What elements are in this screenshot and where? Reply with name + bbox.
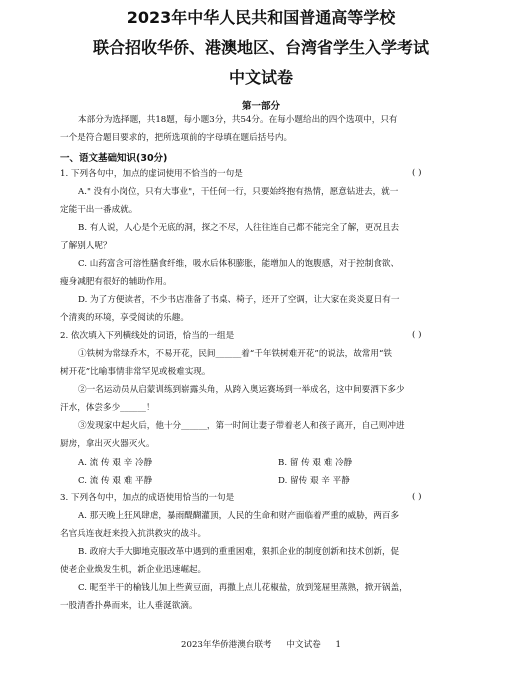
q3-option-a-line2: 名官兵连夜赶来投入抗洪救灾的战斗。 [60,529,207,539]
q1-option-c-line2: 瘦身减肥有很好的辅助作用。 [60,277,172,287]
q1-option-b-line1: B. 有人说，人心是个无底的洞，探之不尽，人往往连自己都不能完全了解，更况且去 [78,223,400,233]
q2-answer-paren: ( ) [412,330,422,340]
q1-option-d-line2: 个清爽的环境，享受阅读的乐趣。 [60,313,189,323]
q2-sentence1-line1: ①铁树为常绿乔木，不易开花，民间______着“千年铁树难开花”的说法，故常用“铁 [78,349,392,359]
q1-stem: 1. 下列各句中，加点的虚词使用不恰当的一句是 [60,169,243,179]
q1-option-d-line1: D. 为了方便读者，不少书店准备了书桌、椅子，还开了空调，让大家在炎炎夏日有一 [78,295,400,305]
q1-option-a-line2: 定能干出一番成就。 [60,205,138,215]
q3-option-c-line2: 一股清香扑鼻而来，让人垂涎欲滴。 [60,601,198,611]
footer-exam-name: 2023年华侨港澳台联考 [181,640,272,650]
part-heading: 第一部分 [241,101,280,112]
q2-sentence3-line1: ③发现家中起火后，他十分______，第一时间让妻子带着老人和孩子离开，自己则冲进 [78,421,405,431]
q2-sentence2-line1: ②一名运动员从启蒙训练到崭露头角，从跨入奥运赛场到一举成名，这中间要洒下多少 [78,385,405,395]
exam-title-line1: 2023年中华人民共和国普通高等学校 [126,8,396,27]
intro-line-1: 本部分为选择题，共18题，每小题3分，共54分。在每小题给出的四个选项中，只有 [78,115,398,125]
page-footer [0,638,522,650]
q2-option-a: A. 流 传 艰 辛 冷静 [78,458,153,468]
q3-stem: 3. 下列各句中，加点的成语使用恰当的一句是 [60,493,235,503]
q3-option-c-line1: C. 昵至半干的榆钱儿加上些黄豆面，再撒上点儿花椒盐，放到笼屉里蒸熟，掀开锅盖， [78,583,408,593]
q3-option-b-line1: B. 政府大手大脚地克服改革中遇到的重重困难，狠抓企业的制度创新和技术创新，促 [78,547,400,557]
section-heading: 一、语文基础知识(30分) [60,153,168,164]
footer-paper-name: 中文试卷 [286,640,321,650]
intro-line-2: 一个是符合题目要求的，把所选项前的字母填在题后括号内。 [60,133,293,143]
q2-sentence3-line2: 厨房，拿出灭火器灭火。 [60,439,155,449]
q2-option-b: B. 留 传 艰 难 冷静 [278,458,353,468]
q3-answer-paren: ( ) [412,492,422,502]
q1-option-b-line2: 了解别人呢？ [60,241,112,251]
q2-sentence2-line2: 汗水，体尝多少______！ [60,403,155,413]
q2-stem: 2. 依次填入下列横线处的词语，恰当的一组是 [60,331,235,341]
q2-sentence1-line2: 树开花”比喻事情非常罕见或极难实现。 [60,367,211,377]
q1-option-a-line1: A." 没有小岗位，只有大事业"，干任何一行，只要始终抱有热情，愿意钻进去，就一 [78,187,399,197]
q1-option-c-line1: C. 山药富含可溶性膳食纤维，吸水后体积膨胀，能增加人的饱腹感，对于控制食欲、 [78,259,400,269]
q2-option-c: C. 流 传 艰 难 平静 [78,476,153,486]
q3-option-b-line2: 使老企业焕发生机，新企业迅速崛起。 [60,565,207,575]
footer-page-number: 1 [335,640,341,650]
exam-subject-title: 中文试卷 [228,68,293,87]
q3-option-a-line1: A. 那天晚上狂风肆虐，暴雨醍醐灌顶，人民的生命和财产面临着严重的威胁，两百多 [78,511,400,521]
q1-answer-paren: ( ) [412,168,422,178]
exam-title-line2: 联合招收华侨、港澳地区、台湾省学生入学考试 [92,38,429,57]
q2-option-d: D. 留传 艰 辛 平静 [278,476,350,486]
